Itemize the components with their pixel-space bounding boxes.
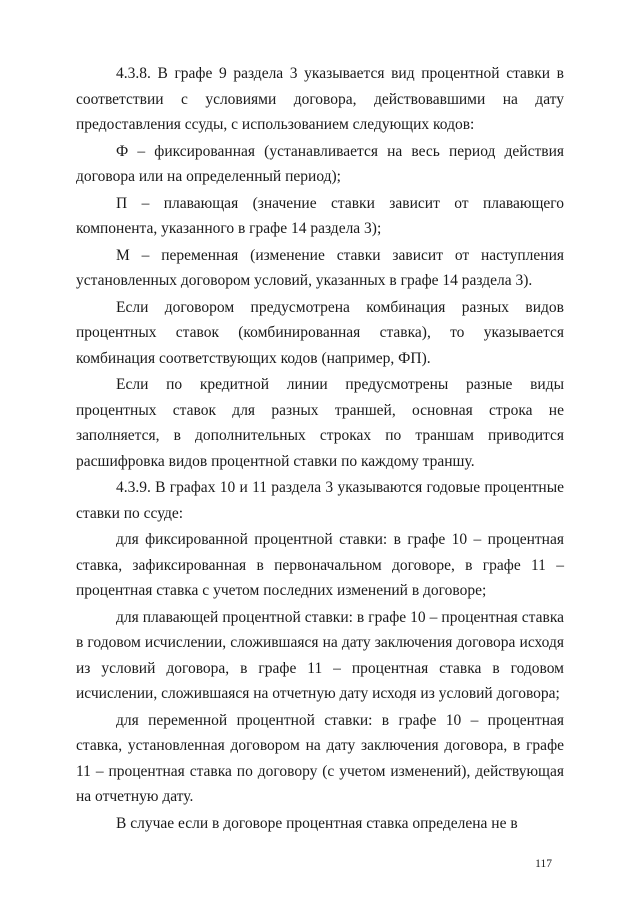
body-text (76, 61, 564, 837)
page-number: 117 (535, 858, 552, 870)
paragraph-combined-rate: Если договором предусмотрена комбинация разных видов процентных ставок (комбинированная ставка), то указывается комбинация соответствующих кодов (например, ФП). (76, 298, 564, 367)
paragraph-4-3-9: 4.3.9. В графах 10 и 11 раздела 3 указываются годовые процентные ставки по ссуде: (76, 479, 564, 522)
paragraph-code-p: П – плавающая (значение ставки зависит от плавающего компонента, указанного в графе 14 раздела 3); (76, 194, 564, 237)
paragraph-floating-rate: для плавающей процентной ставки: в графе 10 – процентная ставка в годовом исчислении, сложившаяся на дату заключения договора исходя из условий договора, в графе 11 – процентная ставка в годовом исчислении, сложившаяся на отчетную дату исходя из условий договора; (76, 608, 564, 702)
paragraph-fixed-rate: для фиксированной процентной ставки: в графе 10 – процентная ставка, зафиксированная в первоначальном договоре, в графе 11 – процентная ставка с учетом последних изменений в договоре; (76, 531, 564, 599)
paragraph-credit-line: Если по кредитной линии предусмотрены разные виды процентных ставок для разных траншей, основная строка не заполняется, в дополнительных строках по траншам приводится расшифровка видов процентной ставки по каждому траншу. (76, 376, 564, 470)
paragraph-code-f: Ф – фиксированная (устанавливается на весь период действия договора или на определенный период); (76, 142, 564, 185)
paragraph-case-if: В случае если в договоре процентная ставка определена не в (116, 814, 518, 832)
paragraph-4-3-8: 4.3.8. В графе 9 раздела 3 указывается вид процентной ставки в соответствии с условиями договора, действовавшими на дату предоставления ссуды, с использованием следующих кодов: (76, 65, 564, 133)
paragraph-variable-rate: для переменной процентной ставки: в графе 10 – процентная ставка, установленная договором на дату заключения договора, в графе 11 – процентная ставка по договору (с учетом изменений), действующая на отчетную дату. (76, 711, 564, 805)
paragraph-code-m: М – переменная (изменение ставки зависит от наступления установленных договором условий, указанных в графе 14 раздела 3). (76, 246, 564, 289)
